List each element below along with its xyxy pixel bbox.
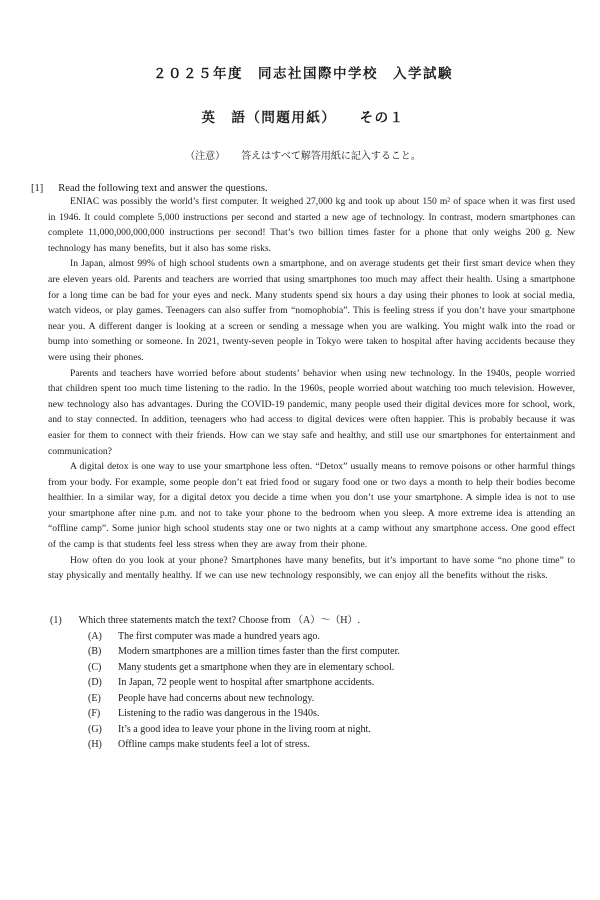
section-instruction: Read the following text and answer the questions.	[58, 183, 268, 194]
choice-row-b	[88, 644, 575, 660]
section-number: [1]	[31, 183, 44, 194]
passage-paragraph-4: A digital detox is one way to use your smartphone less often. “Detox” usually means to remove poisons or other harmful things from your body. For example, some people don’t eat fried food or sugary food one or two days a month to help their bodies become healthier. In a similar way, for a digital detox you decide a time when you don’t use your smartphone. A simple idea is not to use your smartphone after nine p.m. and not to take your phone to the bedroom when you sleep. A more extreme idea is attending an “offline camp”. Some junior high school students stay one or two nights at a camp without any smartphone access. One good effect of the camp is that students feel less stress when they are away from their phone.	[48, 461, 575, 551]
reading-passage	[48, 194, 575, 584]
choice-text: Modern smartphones are a million times faster than the first computer.	[118, 646, 400, 658]
choice-text: The first computer was made a hundred years ago.	[118, 630, 320, 642]
choice-text: Offline camps make students feel a lot of stress.	[118, 739, 310, 751]
passage-paragraph-5: How often do you look at your phone? Smartphones have many benefits, but it’s important to have some “no phone time” to stay physically and mentally healthy. If we can use new technology responsibly, we can enjoy all the benefits without the risks.	[48, 554, 575, 582]
choice-label: (H)	[88, 739, 102, 751]
notice-label: （注意）	[185, 151, 226, 162]
choice-row-h	[88, 737, 575, 753]
choice-text: Many students get a smartphone when they are in elementary school.	[118, 661, 395, 673]
choice-label: (A)	[88, 630, 102, 642]
choice-row-f	[88, 706, 575, 722]
passage-paragraph-2: In Japan, almost 99% of high school students own a smartphone, and on average students get their first smart device when they are eleven years old. Parents and teachers are worried that using smartphones too much may affect their health. Using a smartphone for a long time can be bad for your eyes and neck. Many students spend six hours a day using their phones to look at social media, watch videos, or play games. Teenagers can also suffer from “nomophobia”. This is feeling stress if you don’t have your smartphone near you. A different danger is looking at a screen or sending a message when you are walking. You might walk into the road or bump into something or someone. In 2021, twenty-seven people in Tokyo were taken to hospital after having accidents because they were using their phones.	[48, 258, 575, 363]
choice-label: (B)	[88, 646, 102, 658]
choice-row-d	[88, 675, 575, 691]
exam-subject-line: 英 語（問題用紙） その１	[201, 110, 405, 125]
choice-label: (E)	[88, 692, 101, 704]
choice-row-a	[88, 629, 575, 645]
passage-paragraph-1: ENIAC was possibly the world’s first computer. It weighed 27,000 kg and took up about 150 m² of space when it was first used in 1946. It could complete 5,000 instructions per second and started a new age of technology. In contrast, modern smartphones can complete 11,000,000,000,000 instructions per second! That’s two billion times faster for a phone that only weighs 200 g. New technology has many benefits, but it also has some risks.	[48, 196, 575, 254]
choice-text: Listening to the radio was dangerous in the 1940s.	[118, 708, 320, 720]
question-prompt: Which three statements match the text? Choose from （A）～（H）.	[78, 614, 360, 626]
choice-label: (C)	[88, 661, 102, 673]
notice-line	[31, 147, 575, 162]
passage-paragraph-3: Parents and teachers have worried before about students’ behavior when using new technology. In the 1940s, people worried that children spent too much time listening to the radio. In the 1960s, people worried about watching too much television. However, new technology also has advantages. During the COVID-19 pandemic, many people used their digital devices more for school, work, and to stay connected. In addition, teenagers who had access to digital devices were often happier. This is probably because it was easier for them to connect with their friends. How can we stay safe and healthy, and still use our smartphones for entertainment and communication?	[48, 367, 575, 457]
choice-label: (G)	[88, 723, 102, 735]
choice-text: It’s a good idea to leave your phone in the living room at night.	[118, 723, 371, 735]
question-number: (1)	[50, 614, 62, 626]
choice-label: (D)	[88, 677, 102, 689]
choice-row-g	[88, 722, 575, 738]
choice-row-e	[88, 691, 575, 707]
section-1-header	[31, 183, 575, 194]
choice-list	[88, 629, 575, 753]
choice-text: In Japan, 72 people went to hospital after smartphone accidents.	[118, 677, 375, 689]
question-1-block	[31, 611, 575, 753]
notice-text: 答えはすべて解答用紙に記入すること。	[241, 151, 421, 162]
question-1	[50, 611, 575, 626]
exam-title: ２０２５年度 同志社国際中学校 入学試験	[153, 66, 453, 81]
choice-text: People have had concerns about new technology.	[118, 692, 315, 704]
choice-label: (F)	[88, 708, 101, 720]
choice-row-c	[88, 660, 575, 676]
